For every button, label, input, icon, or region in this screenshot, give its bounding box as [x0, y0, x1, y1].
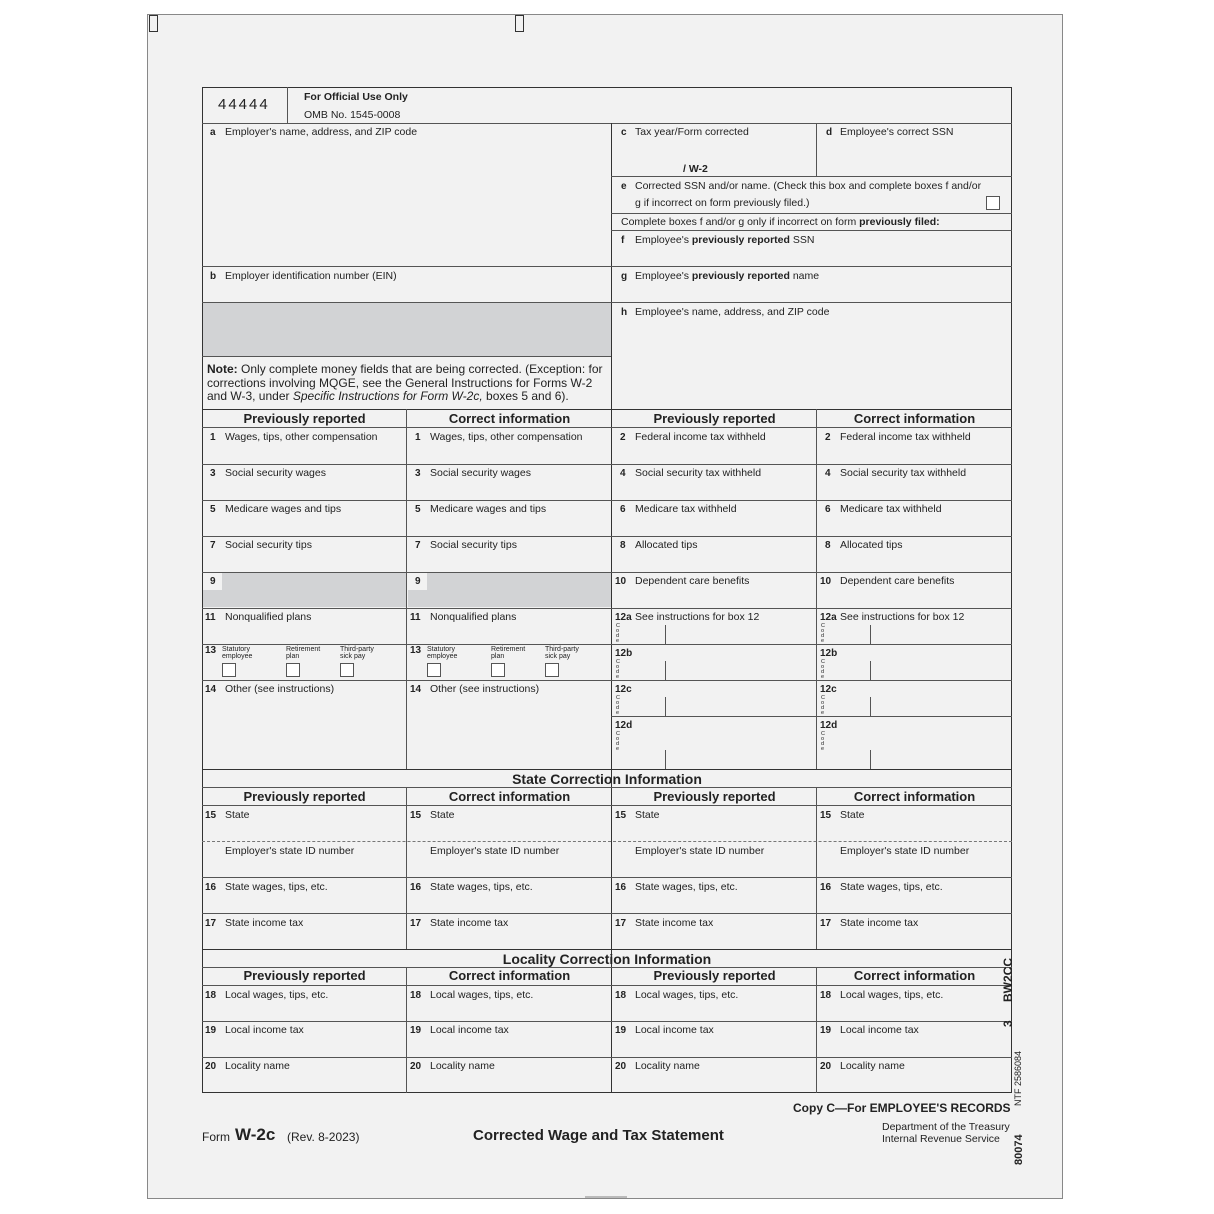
code-label: C o d e: [821, 731, 825, 752]
thirdparty-label: Third-party sick pay: [340, 646, 374, 660]
box-4-num: 4: [825, 468, 831, 479]
box-1-prev[interactable]: Wages, tips, other compensation: [225, 431, 378, 443]
box-d-letter: d: [826, 127, 833, 138]
box-20-num: 20: [410, 1061, 422, 1072]
box-2-num: 2: [825, 432, 831, 443]
box-19-num: 19: [820, 1025, 832, 1036]
note-text: Note: Only complete money fields that are being corrected. (Exception: for corrections involving MQGE, see the General Instructions for Forms W-2 and W-3, under Specific Instructions for Form W-2c, boxes 5 and 6).: [207, 362, 603, 403]
statutory-checkbox[interactable]: [222, 663, 236, 677]
statutory-label: Statutory employee: [427, 646, 458, 660]
box-7-prev[interactable]: Social security tips: [225, 539, 312, 551]
box-16-field[interactable]: State wages, tips, etc.: [430, 881, 533, 893]
box-15-state[interactable]: State: [840, 809, 865, 821]
box-6-correct[interactable]: Medicare tax withheld: [840, 503, 942, 515]
form-revision: (Rev. 8-2023): [287, 1130, 360, 1144]
box-a-label: Employer's name, address, and ZIP code: [225, 126, 418, 138]
statutory-checkbox[interactable]: [427, 663, 441, 677]
box-11-num: 11: [205, 612, 216, 623]
box-18-field[interactable]: Local wages, tips, etc.: [840, 989, 944, 1001]
box-14-correct[interactable]: Other (see instructions): [430, 683, 540, 695]
col-header-correct: Correct information: [448, 411, 571, 426]
box-17-num: 17: [615, 918, 627, 929]
state-id-field[interactable]: Employer's state ID number: [840, 845, 970, 857]
box-15-num: 15: [820, 810, 832, 821]
dept-treasury: Department of the Treasury: [882, 1121, 1010, 1133]
col-header-correct: Correct information: [448, 968, 571, 983]
box-12a-prev[interactable]: See instructions for box 12: [635, 611, 760, 623]
box-12c-num: 12c: [615, 684, 632, 695]
col-header-correct: Correct information: [853, 411, 976, 426]
code-label: C o d e: [616, 659, 620, 680]
box-6-num: 6: [825, 504, 831, 515]
registration-mark: [515, 15, 524, 32]
box-18-num: 18: [820, 990, 832, 1001]
code-label: C o d e: [821, 659, 825, 680]
box-19-field[interactable]: Local income tax: [430, 1024, 509, 1036]
form-name: W-2c: [235, 1125, 276, 1144]
box-19-field[interactable]: Local income tax: [840, 1024, 919, 1036]
box-15-state[interactable]: State: [635, 809, 660, 821]
col-header-correct: Correct information: [853, 789, 976, 804]
col-header-prev: Previously reported: [243, 789, 366, 804]
box-12a-num: 12a: [615, 612, 632, 623]
col-header-correct: Correct information: [853, 968, 976, 983]
box-6-prev[interactable]: Medicare tax withheld: [635, 503, 737, 515]
box-12a-correct[interactable]: See instructions for box 12: [840, 611, 965, 623]
form-control-number: 44444: [218, 96, 270, 113]
box-1-num: 1: [210, 432, 216, 443]
col-header-prev: Previously reported: [653, 789, 776, 804]
box-3-prev[interactable]: Social security wages: [225, 467, 326, 479]
box-18-num: 18: [410, 990, 422, 1001]
box-17-field[interactable]: State income tax: [840, 917, 919, 929]
col-header-prev: Previously reported: [243, 968, 366, 983]
box-17-field[interactable]: State income tax: [225, 917, 304, 929]
box-14-num: 14: [205, 684, 217, 695]
box-7-num: 7: [415, 540, 421, 551]
retirement-checkbox[interactable]: [491, 663, 505, 677]
box-c-label: Tax year/Form corrected: [635, 126, 749, 138]
box-17-field[interactable]: State income tax: [430, 917, 509, 929]
box-13-num: 13: [410, 645, 422, 656]
col-header-correct: Correct information: [448, 789, 571, 804]
box-3-correct[interactable]: Social security wages: [430, 467, 531, 479]
thirdparty-checkbox[interactable]: [545, 663, 559, 677]
ntf-number: NTF 2586084: [1013, 1050, 1023, 1106]
box-4-correct[interactable]: Social security tax withheld: [840, 467, 967, 479]
box-20-field[interactable]: Locality name: [840, 1060, 905, 1072]
box-f-label: Employee's previously reported SSN: [635, 234, 815, 246]
state-id-field[interactable]: Employer's state ID number: [225, 845, 355, 857]
box-16-num: 16: [205, 882, 217, 893]
box-c-letter: c: [621, 127, 627, 138]
box-e-label-2: g if incorrect on form previously filed.): [635, 197, 810, 209]
box-10-prev[interactable]: Dependent care benefits: [635, 575, 750, 587]
box-15-num: 15: [205, 810, 217, 821]
box-11-prev[interactable]: Nonqualified plans: [225, 611, 312, 623]
official-use-label: For Official Use Only: [304, 91, 408, 103]
box-d-label: Employee's correct SSN: [840, 126, 954, 138]
box-3-num: 3: [210, 468, 216, 479]
box-16-field[interactable]: State wages, tips, etc.: [635, 881, 738, 893]
box-13-num: 13: [205, 645, 217, 656]
box-20-field[interactable]: Locality name: [430, 1060, 495, 1072]
box-16-field[interactable]: State wages, tips, etc.: [840, 881, 943, 893]
statutory-label: Statutory employee: [222, 646, 253, 660]
box-2-num: 2: [620, 432, 626, 443]
box-e-label: Corrected SSN and/or name. (Check this box and complete boxes f and/or: [635, 180, 982, 192]
box-1-correct[interactable]: Wages, tips, other compensation: [430, 431, 583, 443]
box-b-label: Employer identification number (EIN): [225, 270, 397, 282]
box-18-field[interactable]: Local wages, tips, etc.: [225, 989, 329, 1001]
box-f-letter: f: [621, 235, 625, 246]
box-12b-num: 12b: [615, 648, 633, 659]
box-19-num: 19: [410, 1025, 422, 1036]
retirement-checkbox[interactable]: [286, 663, 300, 677]
box-10-correct[interactable]: Dependent care benefits: [840, 575, 955, 587]
locality-section-title: Locality Correction Information: [502, 951, 712, 967]
box-e-letter: e: [621, 181, 627, 192]
box-4-prev[interactable]: Social security tax withheld: [635, 467, 762, 479]
box-15-num: 15: [410, 810, 422, 821]
box-12d-num: 12d: [615, 720, 633, 731]
box-19-field[interactable]: Local income tax: [635, 1024, 714, 1036]
copy-number: 3: [1001, 1020, 1015, 1027]
box-h-label: Employee's name, address, and ZIP code: [635, 306, 830, 318]
omb-number: OMB No. 1545-0008: [304, 109, 401, 121]
complete-fg-note: Complete boxes f and/or g only if incorrect on form previously filed:: [621, 216, 940, 228]
form-code: BW2CC: [1001, 958, 1015, 1002]
box-12d-num: 12d: [820, 720, 838, 731]
form-frame: [202, 87, 1012, 1093]
thirdparty-label: Third-party sick pay: [545, 646, 579, 660]
registration-mark: [149, 15, 158, 32]
box-10-num: 10: [615, 576, 627, 587]
box-g-letter: g: [621, 271, 628, 282]
irs-label: Internal Revenue Service: [882, 1133, 1000, 1145]
box-5-num: 5: [415, 504, 421, 515]
box-8-num: 8: [825, 540, 831, 551]
box-b-letter: b: [210, 271, 217, 282]
copy-label: Copy C—For EMPLOYEE'S RECORDS: [793, 1101, 1011, 1115]
box-17-num: 17: [410, 918, 422, 929]
box-12b-num: 12b: [820, 648, 838, 659]
box-17-field[interactable]: State income tax: [635, 917, 714, 929]
box-7-num: 7: [210, 540, 216, 551]
box-1-num: 1: [415, 432, 421, 443]
box-19-num: 19: [205, 1025, 217, 1036]
box-15-num: 15: [615, 810, 627, 821]
thirdparty-checkbox[interactable]: [340, 663, 354, 677]
box-16-num: 16: [615, 882, 627, 893]
bottom-tab: [585, 1196, 627, 1198]
col-header-prev: Previously reported: [653, 968, 776, 983]
code-label: C o d e: [616, 623, 620, 644]
box-8-correct[interactable]: Allocated tips: [840, 539, 903, 551]
box-10-num: 10: [820, 576, 832, 587]
code-label: C o d e: [821, 623, 825, 644]
box-h-letter: h: [621, 307, 628, 318]
box-17-num: 17: [820, 918, 832, 929]
box-17-num: 17: [205, 918, 217, 929]
retirement-label: Retirement plan: [491, 646, 526, 660]
state-id-field[interactable]: Employer's state ID number: [430, 845, 560, 857]
box-2-correct[interactable]: Federal income tax withheld: [840, 431, 971, 443]
box-14-prev[interactable]: Other (see instructions): [225, 683, 335, 695]
box-11-num: 11: [410, 612, 421, 623]
form-title: Corrected Wage and Tax Statement: [473, 1127, 724, 1144]
box-c-form: / W-2: [683, 163, 708, 175]
box-18-field[interactable]: Local wages, tips, etc.: [635, 989, 739, 1001]
box-9-num: 9: [210, 576, 216, 587]
box-9-num: 9: [415, 576, 421, 587]
box-18-field[interactable]: Local wages, tips, etc.: [430, 989, 534, 1001]
box-20-field[interactable]: Locality name: [225, 1060, 290, 1072]
box-15-state[interactable]: State: [225, 809, 250, 821]
box-2-prev[interactable]: Federal income tax withheld: [635, 431, 766, 443]
box-a-letter: a: [210, 127, 216, 138]
box-5-prev[interactable]: Medicare wages and tips: [225, 503, 342, 515]
box-5-correct[interactable]: Medicare wages and tips: [430, 503, 547, 515]
box-18-num: 18: [615, 990, 627, 1001]
box-20-num: 20: [205, 1061, 217, 1072]
box-7-correct[interactable]: Social security tips: [430, 539, 517, 551]
box-16-num: 16: [410, 882, 422, 893]
box-11-correct[interactable]: Nonqualified plans: [430, 611, 517, 623]
box-15-state[interactable]: State: [430, 809, 455, 821]
box-12a-num: 12a: [820, 612, 837, 623]
box-19-num: 19: [615, 1025, 627, 1036]
box-6-num: 6: [620, 504, 626, 515]
box-12c-num: 12c: [820, 684, 837, 695]
col-header-prev: Previously reported: [243, 411, 366, 426]
state-section-title: State Correction Information: [512, 771, 702, 787]
col-header-prev: Previously reported: [653, 411, 776, 426]
box-g-label: Employee's previously reported name: [635, 270, 820, 282]
code-label: C o d e: [616, 731, 620, 752]
code-label: C o d e: [821, 695, 825, 716]
state-id-field[interactable]: Employer's state ID number: [635, 845, 765, 857]
retirement-label: Retirement plan: [286, 646, 321, 660]
box-4-num: 4: [620, 468, 626, 479]
box-20-num: 20: [615, 1061, 627, 1072]
box-14-num: 14: [410, 684, 422, 695]
box-e-checkbox[interactable]: [986, 196, 1000, 210]
box-16-field[interactable]: State wages, tips, etc.: [225, 881, 328, 893]
box-8-prev[interactable]: Allocated tips: [635, 539, 698, 551]
box-5-num: 5: [210, 504, 216, 515]
box-3-num: 3: [415, 468, 421, 479]
box-18-num: 18: [205, 990, 217, 1001]
form-word: Form: [202, 1130, 230, 1144]
box-8-num: 8: [620, 540, 626, 551]
box-20-num: 20: [820, 1061, 832, 1072]
box-19-field[interactable]: Local income tax: [225, 1024, 304, 1036]
code-label: C o d e: [616, 695, 620, 716]
catalog-number: 80074: [1013, 1134, 1025, 1165]
box-16-num: 16: [820, 882, 832, 893]
box-20-field[interactable]: Locality name: [635, 1060, 700, 1072]
